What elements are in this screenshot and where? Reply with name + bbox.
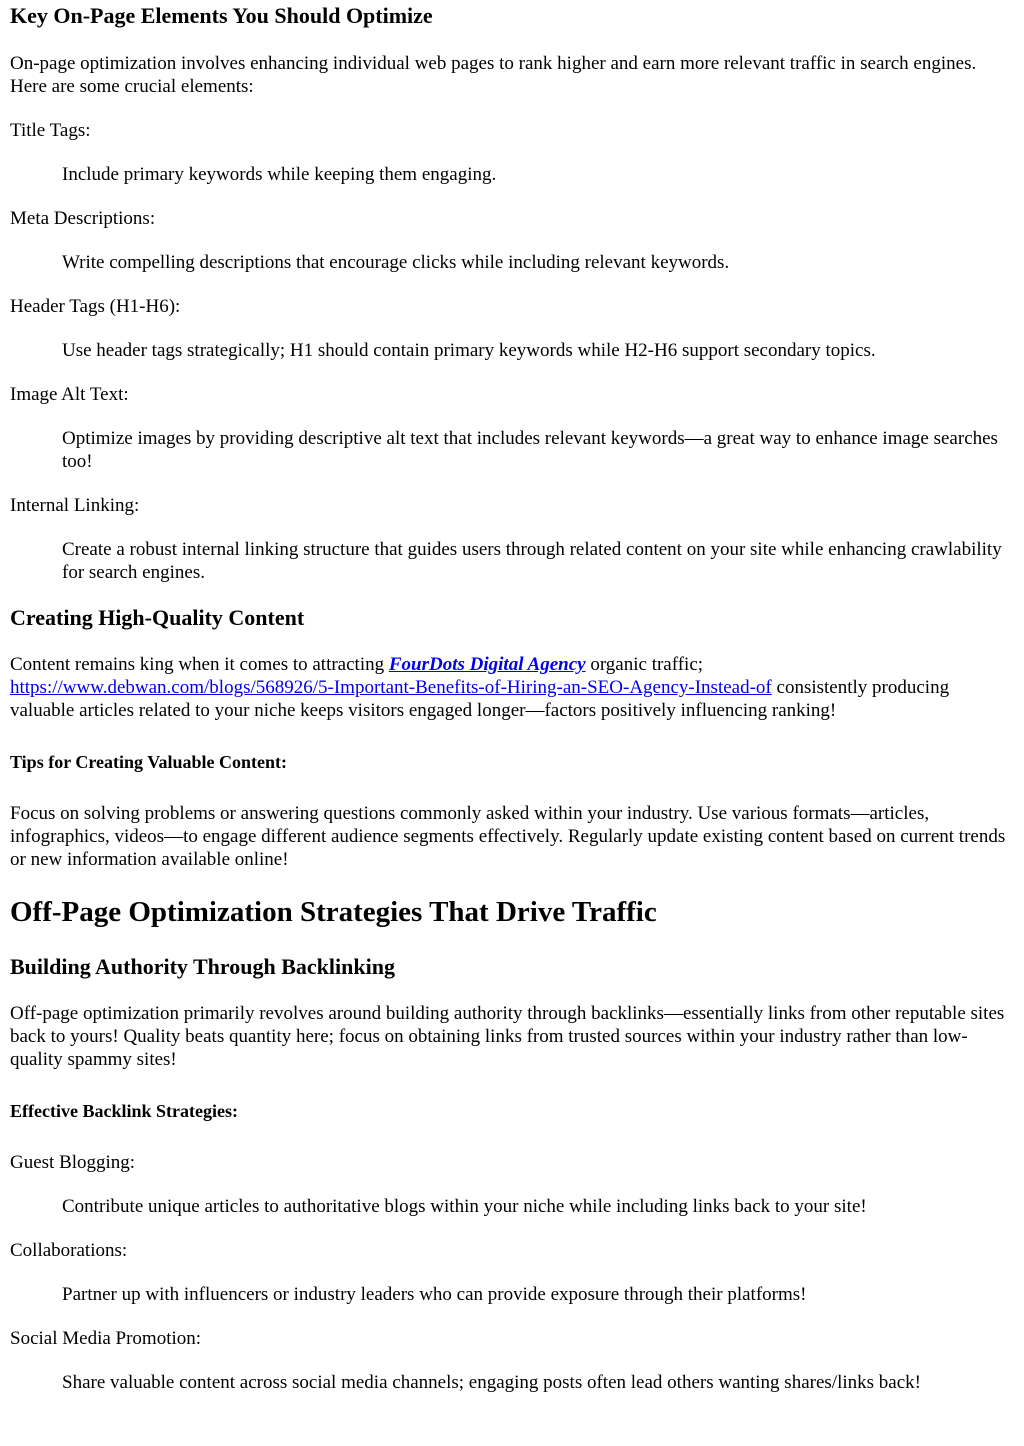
backlink-term: Guest Blogging: <box>10 1152 136 1173</box>
onpage-intro: On-page optimization involves enhancing individual web pages to rank higher and earn more relevant traffic in search engines. Here are some crucial elements: <box>10 53 977 97</box>
onpage-desc: Optimize images by providing descriptive alt text that includes relevant keywords—a great way to enhance image searches too! <box>62 428 998 472</box>
onpage-heading: Key On-Page Elements You Should Optimize <box>10 3 433 28</box>
backlink-term: Social Media Promotion: <box>10 1328 202 1349</box>
onpage-desc: Use header tags strategically; H1 should contain primary keywords while H2-H6 support secondary topics. <box>62 340 876 361</box>
onpage-term: Image Alt Text: <box>10 384 129 405</box>
tips-paragraph: Focus on solving problems or answering questions commonly asked within your industry. Use various formats—articles, infographics, videos—to engage different audience segments effectively. Regularly update existing content based on current trends or new information available online! <box>10 803 1006 870</box>
backlink-desc: Contribute unique articles to authoritative blogs within your niche while including links back to your site! <box>62 1196 867 1217</box>
content-paragraph <box>10 653 1014 722</box>
onpage-term: Title Tags: <box>10 120 91 141</box>
onpage-desc: Include primary keywords while keeping them engaging. <box>62 164 497 185</box>
content-text-end: consistently producing valuable articles related to your niche keeps visitors engaged longer—factors positively influencing ranking! <box>10 677 950 721</box>
onpage-term: Header Tags (H1-H6): <box>10 296 181 317</box>
backlink-desc: Partner up with influencers or industry leaders who can provide exposure through their platforms! <box>62 1284 807 1305</box>
content-heading: Creating High-Quality Content <box>10 605 305 630</box>
tips-heading: Tips for Creating Valuable Content: <box>10 752 288 772</box>
article-url-link[interactable]: https://www.debwan.com/blogs/568926/5-Important-Benefits-of-Hiring-an-SEO-Agency-Instead-of <box>10 677 772 698</box>
content-text-start: Content remains king when it comes to attracting <box>10 654 389 675</box>
backlinking-heading: Building Authority Through Backlinking <box>10 954 395 979</box>
onpage-term: Meta Descriptions: <box>10 208 156 229</box>
content-text-mid: organic traffic; <box>585 654 704 675</box>
onpage-list <box>10 119 1014 584</box>
backlink-desc: Share valuable content across social media channels; engaging posts often lead others wanting shares/links back! <box>62 1372 921 1393</box>
offpage-paragraph: Off-page optimization primarily revolves around building authority through backlinks—essentially links from other reputable sites back to yours! Quality beats quantity here; focus on obtaining links from trusted sources within your industry rather than low-quality spammy sites! <box>10 1003 1005 1070</box>
onpage-desc: Write compelling descriptions that encourage clicks while including relevant keywords. <box>62 252 730 273</box>
onpage-term: Internal Linking: <box>10 495 140 516</box>
backlink-list <box>10 1151 1014 1394</box>
backlink-term: Collaborations: <box>10 1240 128 1261</box>
offpage-heading: Off-Page Optimization Strategies That Drive Traffic <box>10 896 657 928</box>
brand-link[interactable]: FourDots Digital Agency <box>388 654 586 675</box>
strategies-heading: Effective Backlink Strategies: <box>10 1101 238 1121</box>
onpage-desc: Create a robust internal linking structure that guides users through related content on your site while enhancing crawlability for search engines. <box>62 539 1002 583</box>
